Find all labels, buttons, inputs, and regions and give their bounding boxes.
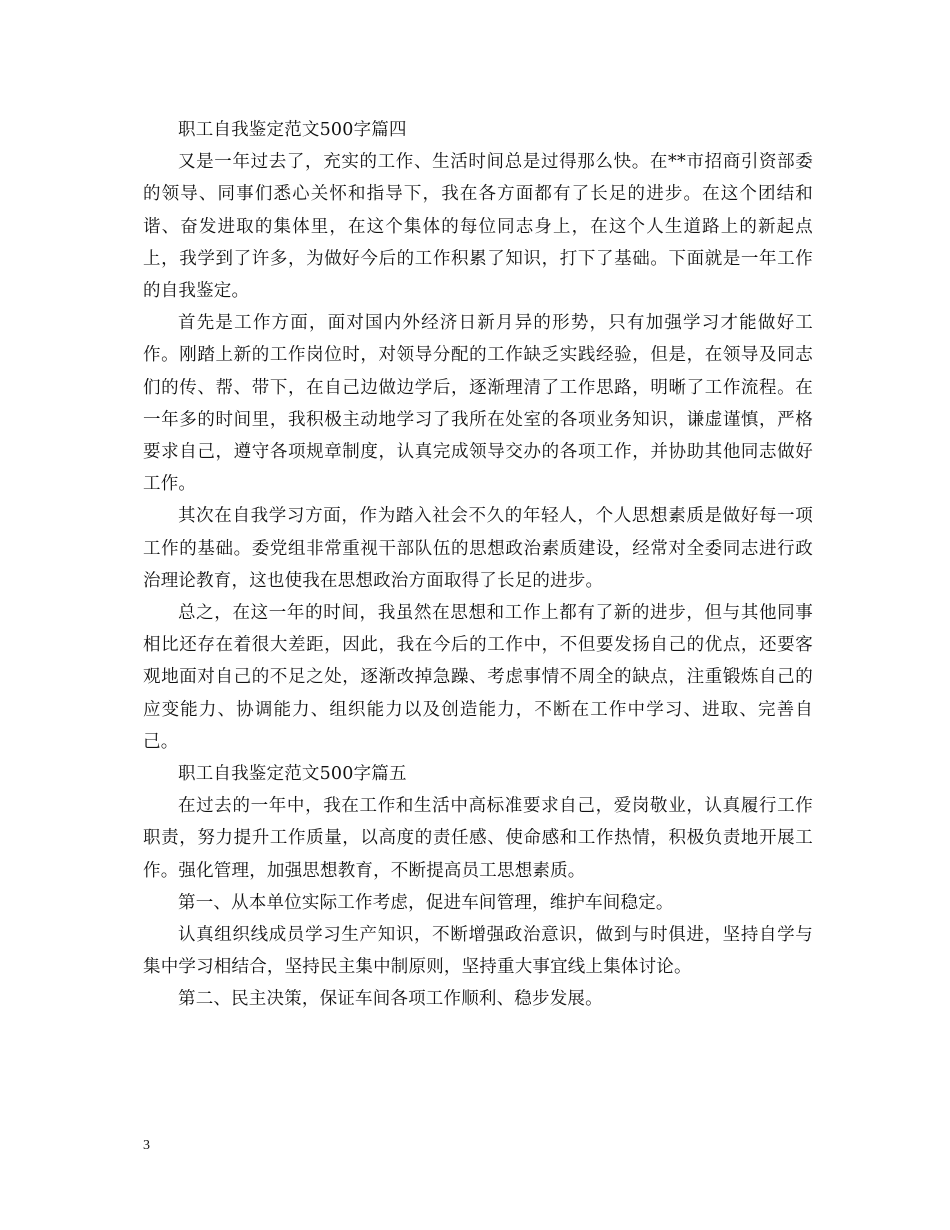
paragraph: 第二、民主决策，保证车间各项工作顺利、稳步发展。 xyxy=(178,989,603,1010)
paragraph: 总之，在这一年的时间，我虽然在思想和工作上都有了新的进步，但与其他同事相比还存在着很大差距，因此，我在今后的工作中，不但要发扬自己的优点，还要客观地面对自己的不足之处，逐渐改掉急躁、考虑事情不周全的缺点，注重锻炼自己的应变能力、协调能力、组织能力以及创造能力，不断在工作中学习、进取、完善自己。 xyxy=(143,603,813,752)
document-body xyxy=(143,114,813,1016)
page-number: 3 xyxy=(143,1138,150,1153)
section-heading-5: 职工自我鉴定范文500字篇五 xyxy=(178,764,407,785)
paragraph: 第一、从本单位实际工作考虑，促进车间管理，维护车间稳定。 xyxy=(178,892,674,913)
paragraph: 在过去的一年中，我在工作和生活中高标准要求自己，爱岗敬业，认真履行工作职责，努力提升工作质量，以高度的责任感、使命感和工作热情，积极负责地开展工作。强化管理，加强思想教育，不断提高员工思想素质。 xyxy=(143,796,813,881)
paragraph: 其次在自我学习方面，作为踏入社会不久的年轻人，个人思想素质是做好每一项工作的基础。委党组非常重视干部队伍的思想政治素质建设，经常对全委同志进行政治理论教育，这也使我在思想政治方面取得了长足的进步。 xyxy=(143,506,813,591)
section-heading-4: 职工自我鉴定范文500字篇四 xyxy=(178,120,407,140)
paragraph: 首先是工作方面，面对国内外经济日新月异的形势，只有加强学习才能做好工作。刚踏上新的工作岗位时，对领导分配的工作缺乏实践经验，但是，在领导及同志们的传、帮、带下，在自己边做边学后，逐渐理清了工作思路，明晰了工作流程。在一年多的时间里，我积极主动地学习了我所在处室的各项业务知识，谦虚谨慎，严格要求自己，遵守各项规章制度，认真完成领导交办的各项工作，并协助其他同志做好工作。 xyxy=(143,313,813,495)
paragraph: 又是一年过去了，充实的工作、生活时间总是过得那么快。在**市招商引资部委的领导、同事们悉心关怀和指导下，我在各方面都有了长足的进步。在这个团结和谐、奋发进取的集体里，在这个集体的每位同志身上，在这个人生道路上的新起点上，我学到了许多，为做好今后的工作积累了知识，打下了基础。下面就是一年工作的自我鉴定。 xyxy=(143,152,813,302)
paragraph: 认真组织线成员学习生产知识，不断增强政治意识，做到与时俱进，坚持自学与集中学习相结合，坚持民主集中制原则，坚持重大事宜线上集体讨论。 xyxy=(143,925,813,978)
